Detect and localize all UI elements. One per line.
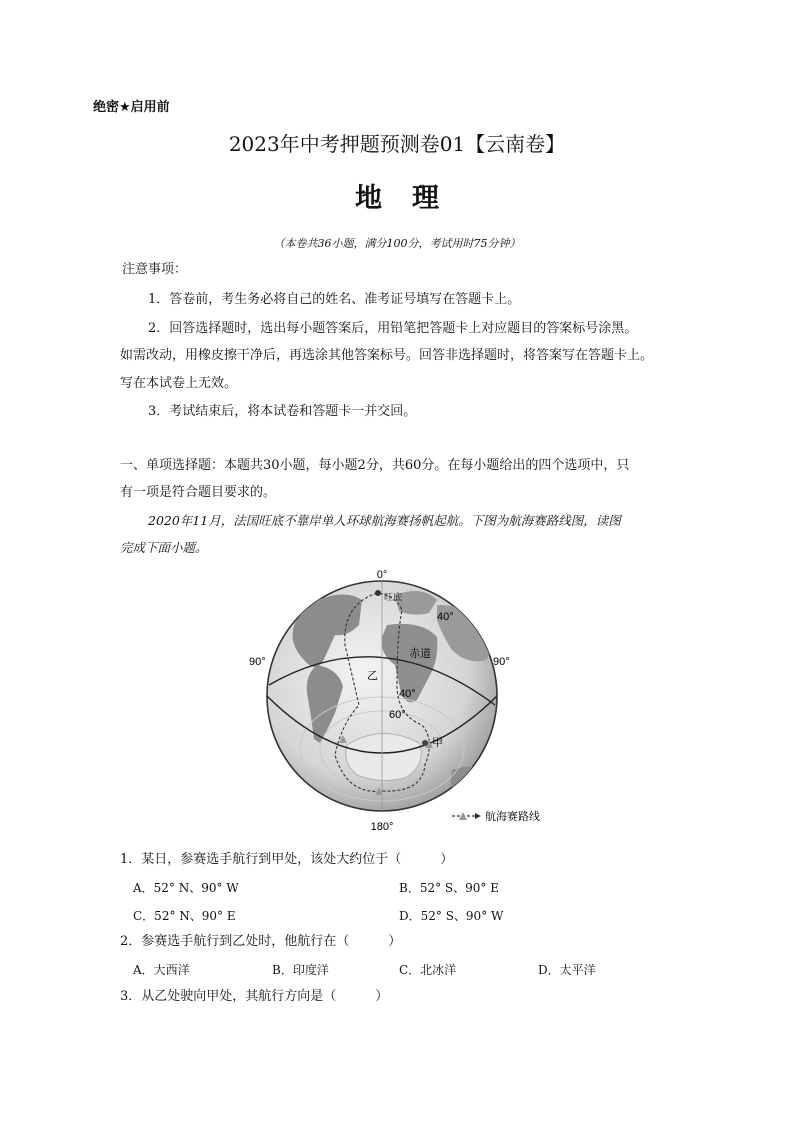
notice-item-2-line-1: 2．回答选择题时，选出每小题答案后，用铅笔把答题卡上对应题目的答案标号涂黑。 (148, 321, 638, 336)
question-1-option-b: B．52° S、90° E (399, 881, 499, 895)
label-40-mid: 40° (399, 688, 416, 700)
question-1-option-a: A．52° N、90° W (133, 881, 239, 895)
subject-title: 地理 (355, 183, 469, 214)
legend-triangle-icon (459, 812, 467, 820)
legend-arrow-icon (475, 813, 481, 819)
notice-item-3: 3．考试结束后，将本试卷和答题卡一并交回。 (148, 404, 417, 419)
question-1-option-d: D．52° S、90° W (399, 909, 504, 923)
sailing-route-globe-map (247, 565, 557, 835)
label-180-deg: 180° (370, 821, 394, 833)
notice-item-2-line-2: 如需改动，用橡皮擦干净后，再选涂其他答案标号。回答非选择题时，将答案写在答题卡上。 (120, 348, 654, 363)
start-label: 旺底 (384, 592, 403, 602)
legend-label: 航海赛路线 (485, 811, 540, 823)
start-point (375, 590, 381, 596)
label-equator: 赤道 (409, 648, 431, 660)
label-40-top: 40° (437, 611, 454, 623)
section-heading-line-2: 有一项是符合题目要求的。 (120, 485, 277, 500)
question-1-stem: 1．某日，参赛选手航行到甲处，该处大约位于（ ） (120, 852, 454, 867)
exam-info: （本卷共36小题，满分100分，考试用时75分钟） (273, 237, 521, 250)
section-heading-line-1: 一、单项选择题：本题共30小题，每小题2分，共60分。在每小题给出的四个选项中，只 (120, 458, 630, 473)
notice-item-1: 1．答卷前，考生务必将自己的姓名、准考证号填写在答题卡上。 (148, 292, 521, 307)
question-2-option-b: B．印度洋 (272, 963, 329, 977)
label-90-right: 90° (493, 656, 510, 668)
notice-item-2-line-3: 写在本试卷上无效。 (120, 376, 238, 391)
label-60: 60° (389, 709, 406, 721)
question-2-option-a: A．大西洋 (133, 963, 190, 977)
question-3-stem: 3．从乙处驶向甲处，其航行方向是（ ） (120, 989, 389, 1004)
exam-title: 2023年中考押题预测卷01【云南卷】 (228, 132, 566, 156)
question-1-option-c: C．52° N、90° E (133, 909, 236, 923)
question-2-stem: 2．参赛选手航行到乙处时，他航行在（ ） (120, 934, 402, 949)
label-0-deg: 0° (376, 569, 388, 581)
passage-line-1: 2020年11月，法国旺底不靠岸单人环球航海赛扬帆起航。下图为航海赛路线图，读图 (148, 513, 621, 528)
point-jia (422, 740, 428, 746)
antarctica-shape (346, 733, 422, 780)
label-yi: 乙 (367, 670, 378, 682)
question-2-option-d: D．太平洋 (538, 963, 596, 977)
question-2-option-c: C．北冰洋 (399, 963, 457, 977)
label-90-left: 90° (249, 656, 266, 668)
label-jia: 甲 (432, 737, 443, 749)
notice-heading: 注意事项： (122, 262, 188, 277)
australia-shape (451, 767, 495, 801)
passage-line-2: 完成下面小题。 (120, 540, 208, 555)
confidential-label: 绝密★启用前 (93, 100, 170, 115)
